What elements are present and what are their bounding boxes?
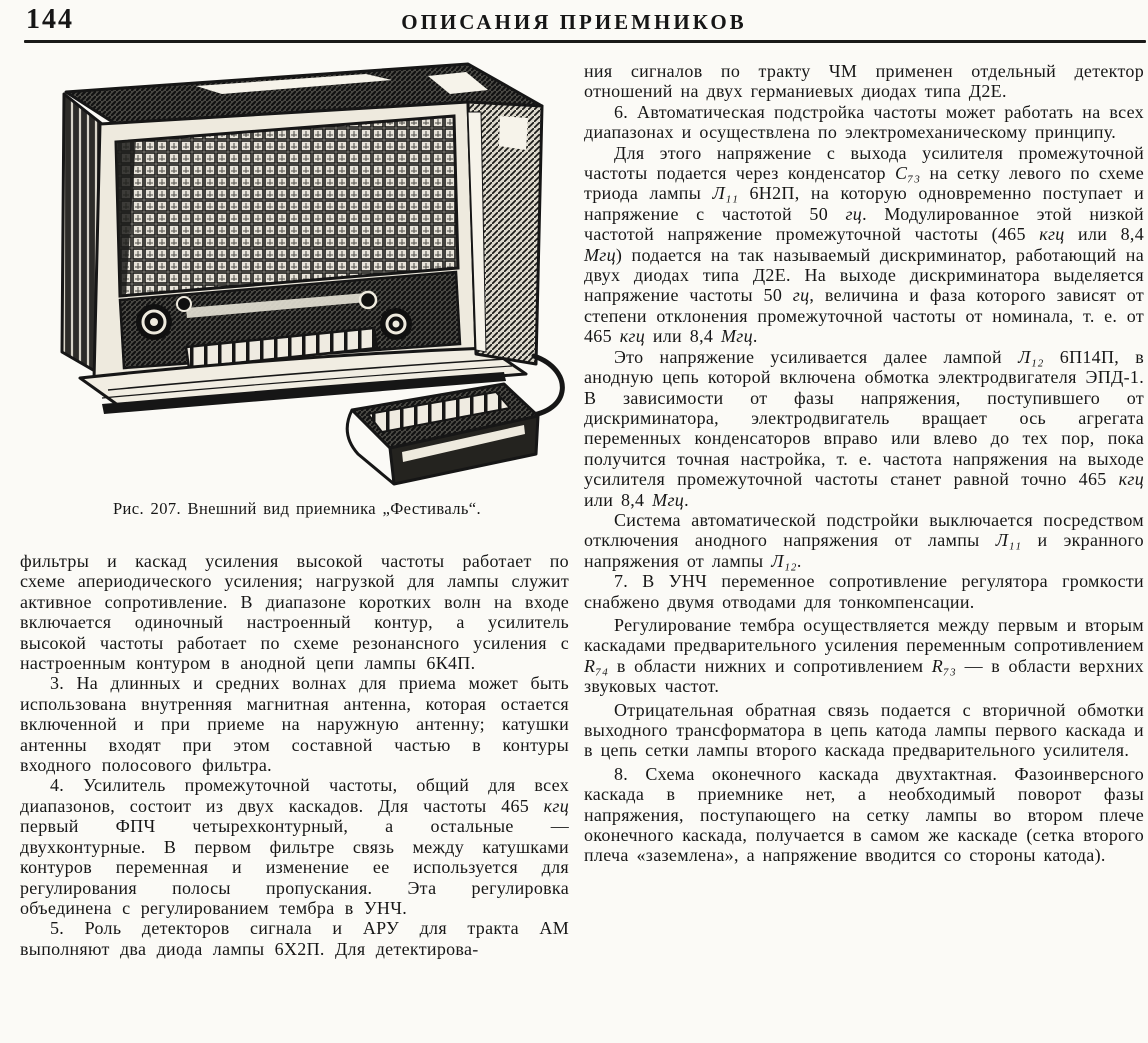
paragraph: Для этого напряжение с выхода усилителя промежуточной частоты подается через конденсатор С₇₃ на сетку левого по схеме триода лампы Л₁₁ 6Н2П, на которую одновременно поступает и напряжение с частотой 50 гц. Модулированное этой низкой частотой напряжение промежуточной частоты (465 кгц или 8,4 Мгц) подается на так называемый дискриминатор, работающий на двух диодах типа Д2Е. На выходе дискриминатора выделяется напряжение частоты 50 гц, величина и фаза которого зависят от степени отклонения промежуточной частоты от номинала, т. е. от 465 кгц или 8,4 Мгц. (584, 142, 1144, 347)
header-rule (24, 40, 1146, 43)
paragraph: фильтры и каскад усиления высокой частоты работает по схеме апериодического усиления; нагрузкой для лампы служит активное сопротивление. В диапазоне коротких волн на входе включается одиночный настроенный контур, а усилитель высокой частоты работает по схеме резонансного усиления с настроенным контуром в анодной цепи лампы 6К4П. (20, 551, 569, 674)
figure-caption: Рис. 207. Внешний вид приемника „Фестиваль“. (112, 499, 482, 518)
paragraph: 3. На длинных и средних волнах для приема может быть использована внутренняя магнитная антенна, которая остается включенной и при приеме на наружную антенну; катушки антенны входят при этом составной частью в контуры входного полосового фильтра. (20, 673, 569, 776)
left-text-column (20, 551, 569, 1041)
right-text-column (584, 61, 1144, 1041)
page-number: 144 (26, 4, 74, 35)
paragraph: ния сигналов по тракту ЧМ применен отдельный детектор отношений на двух германиевых диодах типа Д2Е. (584, 61, 1144, 102)
paragraph: Регулирование тембра осуществляется между первым и вторым каскадами предварительного усиления переменным сопротивлением R₇₄ в области нижних и сопротивлением R₇₃ — в области верхних звуковых частот. (584, 614, 1144, 697)
figure-radio-festival (36, 56, 576, 492)
paragraph: 4. Усилитель промежуточной частоты, общий для всех диапазонов, состоит из двух каскадов. Для частоты 465 кгц первый ФПЧ четырехконтурный, а остальные — двухконтурные. В первом фильтре связь между катушками контуров переменная и изменение ее используется для регулирования полосы пропускания. Эта регулировка объединена с регулированием тембра в УНЧ. (20, 775, 569, 918)
remote-cable (526, 356, 562, 416)
paragraph: Это напряжение усиливается далее лампой Л₁₂ 6П14П, в анодную цепь которой включена обмотка электродвигателя ЭПД-1. В зависимости от фазы напряжения, поступившего от дискриминатора, электродвигатель вращает ось агрегата переменных конденсаторов вправо или влево до тех пор, пока получится точная настройка, т. е. частота напряжения на выходе усилителя промежуточной частоты станет равной точно 465 кгц или 8,4 Мгц. (584, 346, 1144, 510)
remote-control (347, 384, 538, 484)
paragraph: 8. Схема оконечного каскада двухтактная. Фазоинверсного каскада в приемнике нет, а необходимый поворот фазы напряжения, поступающего на сетку лампы во втором плече оконечного каскада, получается в самом же каскаде (сетка второго плеча «заземлена», а напряжение вводится со стороны катода). (584, 763, 1144, 866)
running-head: ОПИСАНИЯ ПРИЕМНИКОВ (401, 10, 747, 34)
paragraph: Отрицательная обратная связь подается с вторичной обмотки выходного трансформатора в цепь катода лампы первого каскада и в цепь сетки лампы второго каскада предварительного усилителя. (584, 699, 1144, 761)
speaker-grille (116, 116, 458, 296)
paragraph: 5. Роль детекторов сигнала и АРУ для тракта АМ выполняют два диода лампы 6Х2П. Для детектирова- (20, 918, 569, 959)
radio-engraving (36, 56, 576, 492)
paragraph: Система автоматической подстройки выключается посредством отключения анодного напряжения от лампы Л₁₁ и экранного напряжения от лампы Л₁₂. (584, 509, 1144, 571)
paragraph: 6. Автоматическая подстройка частоты может работать на всех диапазонах и осуществлена по электромеханическому принципу. (584, 101, 1144, 143)
paragraph: 7. В УНЧ переменное сопротивление регулятора громкости снабжено двумя отводами для тонкомпенсации. (584, 571, 1144, 612)
